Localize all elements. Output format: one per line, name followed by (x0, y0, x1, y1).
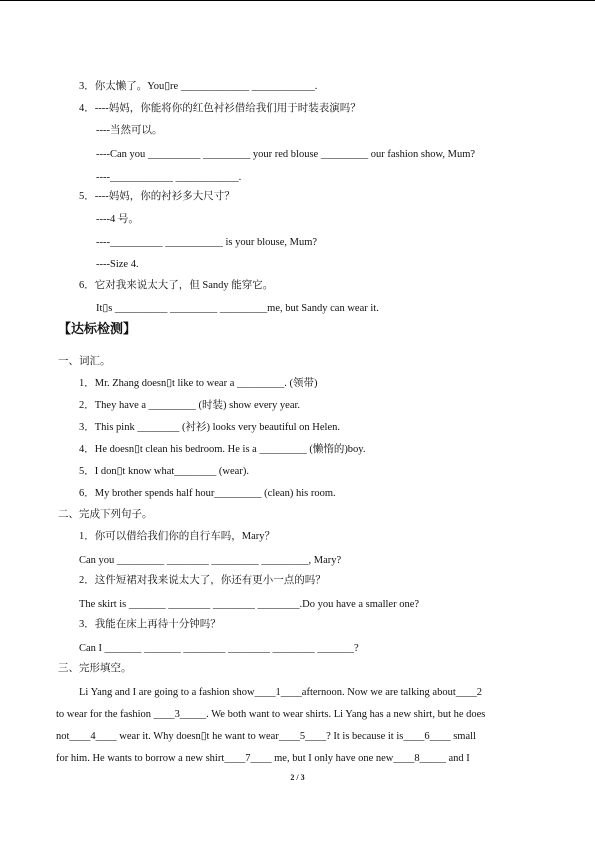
exercise-3: 3．你太懒了。You▯re _____________ ____________. (79, 81, 318, 92)
vocab-item-2: 2．They have a _________ (时装) show every year. (79, 400, 301, 411)
section-heading: 【达标检测】 (58, 322, 137, 337)
vocab-item-5: 5．I don▯t know what________ (wear). (79, 466, 249, 477)
cloze-line-3: not____4____ wear it. Why doesn▯t he want to wear____5____? It is because it is____6____ small (56, 731, 476, 742)
sentence-2-en: The skirt is _______ ________ ________ ________.Do you have a smaller one? (79, 599, 420, 610)
exercise-4-question: 4．----妈妈，你能将你的红色衬衫借给我们用于时装表演吗？ (79, 103, 361, 114)
exercise-5-line2: ----Size 4. (96, 259, 139, 270)
part-3-title: 三、完形填空。 (58, 663, 132, 674)
page-number: 2 / 3 (290, 773, 305, 782)
sentence-1-en: Can you _________ ________ _________ _________, Mary? (79, 555, 342, 566)
part-1-title: 一、词汇。 (58, 356, 111, 367)
vocab-item-4: 4．He doesn▯t clean his bedroom. He is a _________ (懒惰的)boy. (79, 444, 366, 455)
exercise-4-line1: ----Can you __________ _________ your red blouse _________ our fashion show, Mum? (96, 149, 476, 160)
sentence-2-cn: 2．这件短裙对我来说太大了，你还有更小一点的吗？ (79, 575, 326, 586)
sentence-3-cn: 3．我能在床上再待十分钟吗？ (79, 619, 221, 630)
vocab-item-1: 1．Mr. Zhang doesn▯t like to wear a _________. (领带) (79, 378, 318, 389)
exercise-6-question: 6．它对我来说太大了，但 Sandy 能穿它。 (79, 280, 274, 291)
part-2-title: 二、完成下列句子。 (58, 509, 153, 520)
cloze-line-2: to wear for the fashion ____3_____. We both want to wear shirts. Li Yang has a new shirt, but he does (56, 709, 486, 720)
page-top-rule (0, 0, 595, 1)
exercise-5-question: 5．----妈妈，你的衬衫多大尺寸？ (79, 191, 235, 202)
cloze-line-1: Li Yang and I are going to a fashion show____1____afternoon. Now we are talking about____2 (79, 687, 483, 698)
vocab-item-6: 6．My brother spends half hour_________ (clean) his room. (79, 488, 336, 499)
exercise-6-line: It▯s __________ _________ _________me, but Sandy can wear it. (96, 303, 379, 314)
exercise-5-answer-cn: ----4 号。 (96, 214, 139, 225)
exercise-4-line2: ----____________ ____________. (96, 172, 242, 183)
sentence-1-cn: 1．你可以借给我们你的自行车吗，Mary？ (79, 531, 275, 542)
sentence-3-en: Can I _______ _______ ________ ________ ________ _______? (79, 643, 359, 654)
exercise-4-answer-cn: ----当然可以。 (96, 125, 163, 136)
exercise-5-line1: ----__________ ___________ is your blouse, Mum? (96, 237, 318, 248)
vocab-item-3: 3．This pink ________ (衬衫) looks very beautiful on Helen. (79, 422, 341, 433)
cloze-line-4: for him. He wants to borrow a new shirt____7____ me, but I only have one new____8_____ and I (56, 753, 470, 764)
